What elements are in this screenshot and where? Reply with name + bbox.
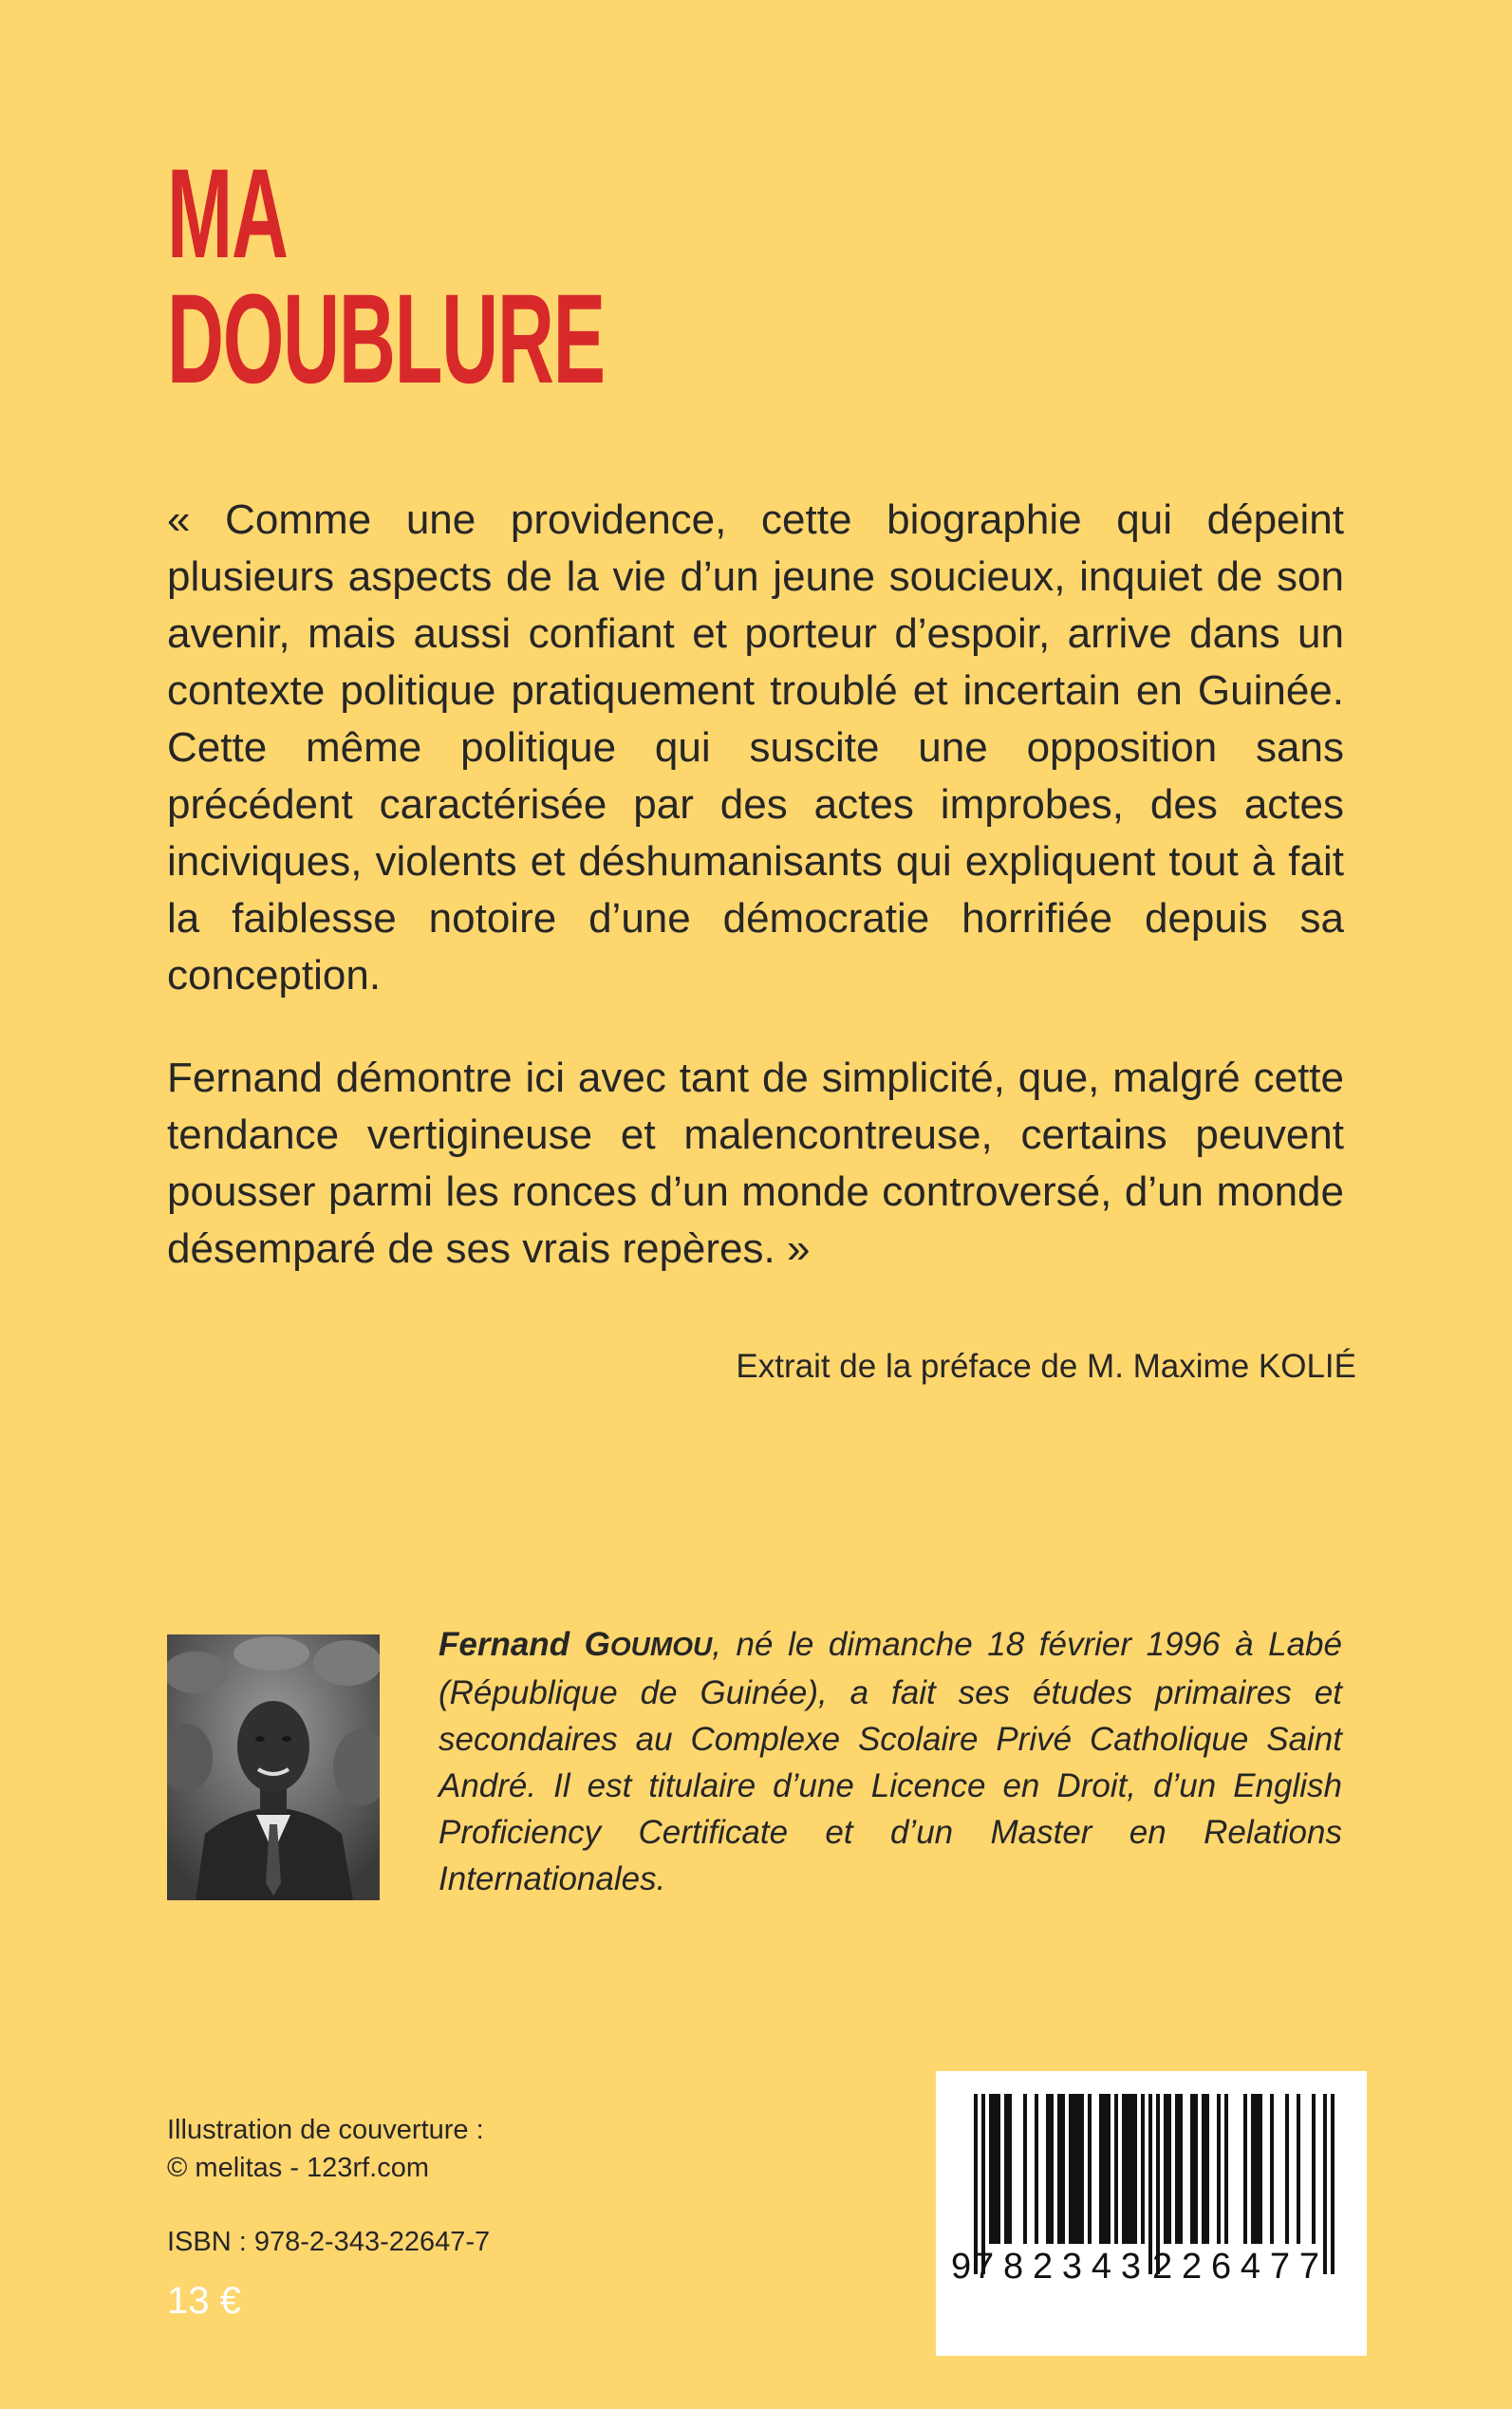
book-title <box>167 143 605 410</box>
barcode-bar <box>997 2094 1000 2244</box>
barcode-bar <box>1107 2094 1111 2244</box>
author-name: Fernand GOUMOU <box>439 1626 713 1663</box>
barcode-bar <box>1270 2094 1274 2244</box>
barcode-bar <box>1004 2094 1008 2244</box>
barcode-bar <box>1259 2094 1262 2244</box>
illustration-label: Illustration de couverture : <box>167 2115 484 2145</box>
barcode-bar <box>1050 2094 1054 2244</box>
barcode-bar <box>989 2094 993 2244</box>
barcode-bar <box>1103 2094 1107 2244</box>
barcode-bar <box>1251 2094 1255 2244</box>
illustration-source: © melitas - 123rf.com <box>167 2153 429 2183</box>
barcode-bar <box>1224 2094 1228 2244</box>
barcode-bar <box>1243 2094 1247 2244</box>
barcode-bar <box>1035 2094 1038 2244</box>
barcode-bar <box>1194 2094 1198 2244</box>
excerpt-paragraph-1: « Comme une providence, cette biographie qui dépeint plusieurs aspects de la vie d’un jeune soucieux, inquiet de son avenir, mais aussi confiant et porteur d’espoir, arrive dans un contexte politique pratiquement troublé et incertain en Guinée. Cette même politique qui suscite une opposition sans précédent caractérisée par des actes improbes, des actes inciviques, violents et déshumanisants qui expliquent tout à fait la faiblesse notoire d’une démocratie horrifiée depuis sa conception. <box>167 496 1344 999</box>
barcode-bar <box>1069 2094 1073 2244</box>
barcode-digit-lead: 9 <box>951 2247 972 2287</box>
barcode-bar <box>1008 2094 1012 2244</box>
barcode-bar <box>1122 2094 1126 2244</box>
preface-excerpt <box>167 492 1344 1323</box>
barcode <box>936 2071 1367 2356</box>
barcode-graphic <box>936 2071 1367 2356</box>
barcode-bar <box>993 2094 997 2244</box>
barcode-bar <box>1190 2094 1194 2244</box>
illustration-credit <box>167 2111 484 2187</box>
barcode-bar <box>1046 2094 1050 2244</box>
barcode-bar <box>1076 2094 1080 2244</box>
barcode-bar <box>1255 2094 1259 2244</box>
barcode-bar <box>1331 2094 1335 2274</box>
barcode-bar <box>1297 2094 1300 2244</box>
author-bio-text: , né le dimanche 18 février 1996 à Labé (République de Guinée), a fait ses études primaires et secondaires au Complexe Scolaire Privé Catholique Saint André. Il est titulaire d’une Licence en Droit, d’un English Proficiency Certificate et d’un Master en Relations Internationales. <box>439 1626 1342 1897</box>
barcode-bar <box>1175 2094 1179 2244</box>
barcode-bar <box>1312 2094 1316 2244</box>
barcode-digits-group-2: 226477 <box>1152 2247 1319 2287</box>
barcode-bar <box>1129 2094 1133 2244</box>
barcode-bar <box>1217 2094 1221 2244</box>
barcode-bar <box>1023 2094 1027 2244</box>
barcode-bar <box>1114 2094 1118 2244</box>
barcode-digits-group-1: 782343 <box>974 2247 1141 2287</box>
title-line-2: DOUBLURE <box>167 269 605 410</box>
barcode-bar <box>1285 2094 1289 2244</box>
barcode-bar <box>1061 2094 1065 2244</box>
barcode-bar <box>1164 2094 1167 2244</box>
excerpt-credit: Extrait de la préface de M. Maxime KOLIÉ <box>736 1348 1356 1385</box>
barcode-bar <box>1073 2094 1076 2244</box>
barcode-bar <box>1202 2094 1205 2244</box>
isbn: ISBN : 978-2-343-22647-7 <box>167 2227 491 2257</box>
barcode-bar <box>1088 2094 1092 2244</box>
title-line-1: MA <box>167 143 288 285</box>
barcode-bar <box>1205 2094 1209 2244</box>
price: 13 € <box>167 2280 241 2322</box>
barcode-bar <box>1167 2094 1171 2244</box>
barcode-bar <box>1141 2094 1145 2244</box>
barcode-bar <box>1323 2094 1327 2274</box>
barcode-bar <box>1080 2094 1084 2244</box>
barcode-bar <box>1133 2094 1137 2244</box>
author-biography <box>439 1621 1342 1902</box>
barcode-bar <box>1099 2094 1103 2244</box>
excerpt-paragraph-2: Fernand démontre ici avec tant de simplicité, que, malgré cette tendance vertigineuse et malencontreuse, certains peuvent pousser parmi les ronces d’un monde controversé, d’un monde désemparé de ses vrais repères. » <box>167 1055 1344 1272</box>
barcode-bar <box>1126 2094 1129 2244</box>
author-photo <box>167 1634 380 1900</box>
barcode-bar <box>1179 2094 1183 2244</box>
barcode-bar <box>1057 2094 1061 2244</box>
